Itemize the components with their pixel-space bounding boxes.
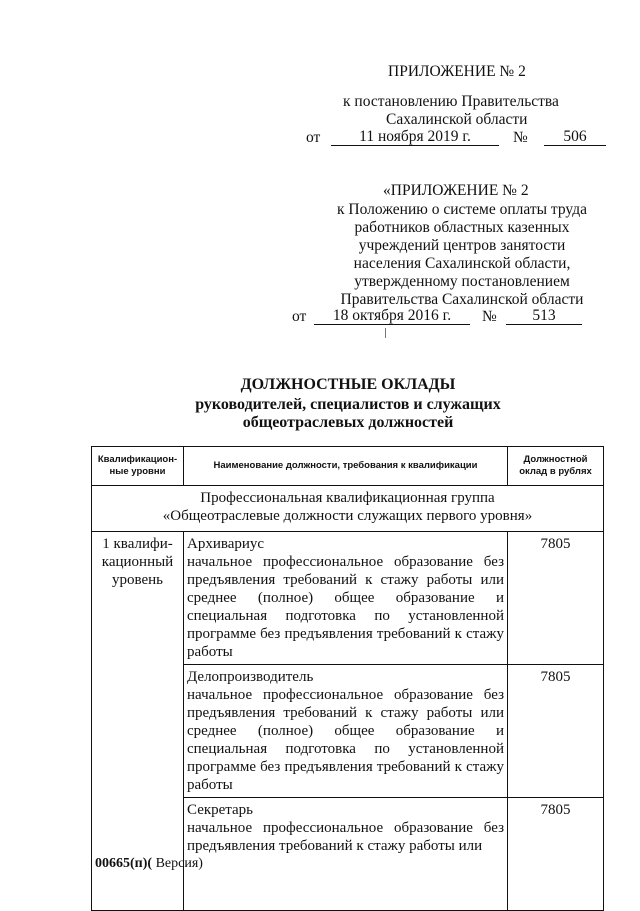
appendix-2-line-5: утвержденному постановлением [354,273,570,290]
appendix-2-line-2: работников областных казенных [354,219,570,236]
appendix-2-date: 18 октября 2016 г. [314,307,470,325]
salary-table [91,446,603,854]
qualification-level-line-3: уровень [111,572,164,588]
salary-value: 7805 [508,665,604,798]
position-cell [184,532,508,665]
appendix-2-line-3: учреждений центров занятости [358,237,566,254]
position-requirement: начальное профессиональное образование без предъявления требований к стажу работы или среднее (полное) общее образование и специальная подготовка по установленной программе без предъявления требований к стажу работы [187,687,504,793]
appendix-1-number-label: № [513,129,528,146]
appendix-1-number: 506 [544,128,606,146]
appendix-2-line-1: к Положению о системе оплаты труда [337,201,587,218]
header-qualification-levels-line-1: Квалификацион- [97,454,178,465]
position-requirement: начальное профессиональное образование без предъявления требований к стажу работы или [187,820,504,854]
document-title: ДОЛЖНОСТНЫЕ ОКЛАДЫ [240,376,456,393]
appendix-1-date: 11 ноября 2019 г. [331,128,499,146]
appendix-2-title: «ПРИЛОЖЕНИЕ № 2 [383,182,529,199]
qualification-level-cell [92,532,184,911]
qualification-level-line-2: кационный [101,554,174,570]
position-requirement: начальное профессиональное образование без предъявления требований к стажу работы или среднее (полное) общее образование и специальная подготовка по установленной программе без предъявления требований к стажу работы [187,554,504,660]
appendix-1-line-1: к постановлению Правительства [343,93,559,110]
appendix-2-from-label: от [292,308,307,325]
position-title: Архивариус [187,536,265,552]
header-qualification-levels [92,447,184,486]
table-header-row [92,447,604,486]
qualification-group-line-2: «Общеотраслевые должности служащих первого уровня» [162,508,533,524]
salary-value: 7805 [508,532,604,665]
appendix-2-line-6: Правительства Сахалинской области [340,291,584,308]
qualification-group-cell [92,486,604,532]
document-code [95,856,203,872]
qualification-level-line-1: 1 квалифи- [102,536,173,552]
header-position-name: Наименование должности, требования к квалификации [184,447,508,486]
table-row [92,532,604,665]
header-salary-line-2: оклад в рублях [519,466,592,477]
appendix-2-number: 513 [506,307,582,325]
salary-value: 7805 [508,798,604,911]
position-cell [184,798,508,911]
scan-mark [385,328,386,338]
header-qualification-levels-line-2: ные уровни [109,466,166,477]
qualification-group-line-1: Профессиональная квалификационная группа [200,490,495,506]
appendix-1-from-label: от [306,129,321,146]
document-code-number: 00665(п)( [95,856,153,871]
position-title: Секретарь [187,802,254,818]
appendix-2-line-4: населения Сахалинской области, [353,255,571,272]
document-subtitle-1: руководителей, специалистов и служащих [195,396,501,413]
document-subtitle-2: общеотраслевых должностей [242,414,454,431]
header-salary [508,447,604,486]
position-title: Делопроизводитель [187,669,314,685]
appendix-1-line-2: Сахалинской области [386,111,528,128]
document-code-version: Версия) [152,856,203,871]
appendix-1-title: ПРИЛОЖЕНИЕ № 2 [388,63,526,80]
position-cell [184,665,508,798]
header-salary-line-1: Должностной [523,454,588,465]
table-group-row [92,486,604,532]
appendix-2-number-label: № [482,308,497,325]
